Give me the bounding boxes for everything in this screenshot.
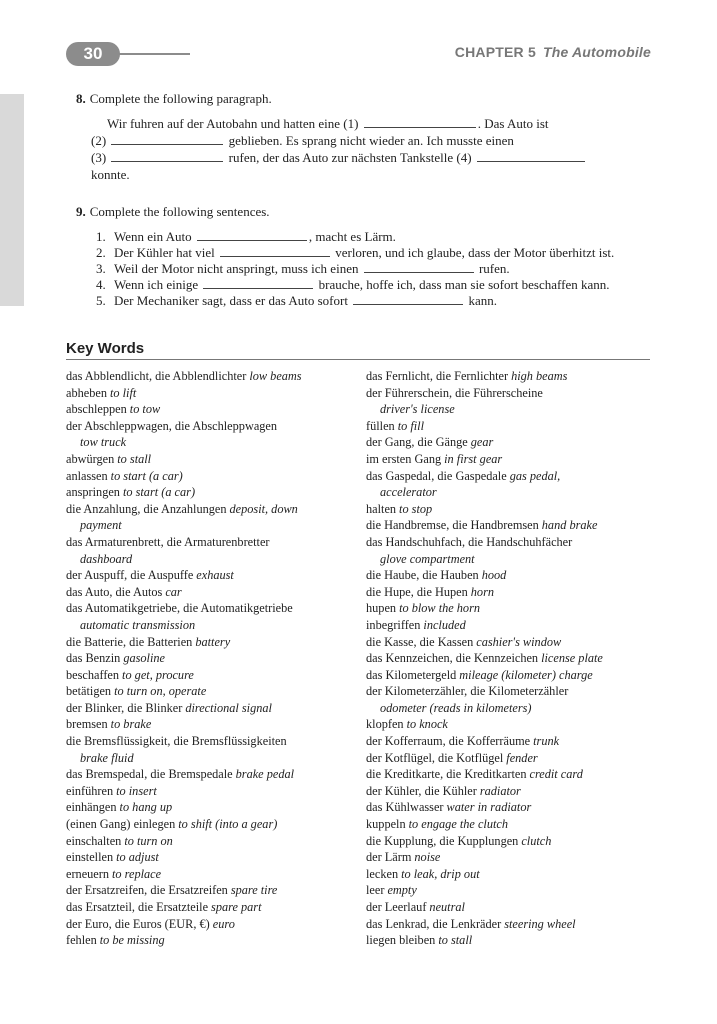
english-gloss: hand brake xyxy=(541,518,598,533)
german-term: einhängen xyxy=(66,800,117,815)
english-gloss: mileage (kilometer) charge xyxy=(459,667,593,682)
english-gloss: battery xyxy=(195,634,231,649)
german-term: füllen xyxy=(366,418,395,433)
vocab-entry xyxy=(366,750,648,767)
vocab-entry xyxy=(66,716,348,733)
german-term: das Fernlicht, die Fernlichter xyxy=(366,369,509,383)
vocab-entry xyxy=(66,600,348,617)
vocab-entry xyxy=(66,650,348,667)
german-term: anspringen xyxy=(66,485,120,500)
english-gloss: to start (a car) xyxy=(122,485,196,500)
vocab-entry xyxy=(66,899,348,916)
german-term: der Führerschein, die Führerscheine xyxy=(366,385,543,400)
german-term: der Ersatzreifen, die Ersatzreifen xyxy=(66,883,228,898)
vocab-entry xyxy=(66,385,348,402)
vocab-entry xyxy=(366,916,648,933)
english-gloss: credit card xyxy=(529,767,583,782)
english-gloss: to start (a car) xyxy=(110,468,183,483)
german-term: das Kennzeichen, die Kennzeichen xyxy=(366,651,539,666)
german-term: das Lenkrad, die Lenkräder xyxy=(366,916,502,931)
english-gloss: to hang up xyxy=(119,800,173,815)
vocab-entry xyxy=(366,617,648,634)
paragraph-line: Wir fuhren auf der Autobahn und hatten eine (1) . Das Auto ist xyxy=(107,116,549,131)
vocab-entry xyxy=(366,866,648,883)
vocab-entry xyxy=(66,501,348,518)
german-term: die Kasse, die Kassen xyxy=(366,634,474,649)
vocab-entry xyxy=(66,733,348,750)
english-gloss: exhaust xyxy=(196,568,234,583)
vocab-entry xyxy=(366,667,648,684)
vocab-entry xyxy=(366,683,648,700)
exercise-9-number: 9. xyxy=(76,204,86,219)
german-term: das Abblendlicht, die Abblendlichter xyxy=(66,369,247,383)
german-term: der Leerlauf xyxy=(366,900,427,914)
german-term: die Hupe, die Hupen xyxy=(366,584,468,599)
vocab-entry xyxy=(366,385,648,402)
german-term: betätigen xyxy=(66,684,112,699)
english-gloss: empty xyxy=(387,883,417,898)
german-term: hupen xyxy=(366,601,397,616)
vocab-entry xyxy=(366,899,648,916)
header-rule xyxy=(118,53,190,55)
english-gloss: to stall xyxy=(117,451,152,466)
english-gloss: automatic transmission xyxy=(80,617,196,632)
english-gloss: odometer (reads in kilometers) xyxy=(380,700,532,715)
sentence-item: 3. Weil der Motor nicht anspringt, muss ich einen rufen. xyxy=(96,261,510,276)
german-term: das Armaturenbrett, die Armaturenbretter xyxy=(66,534,270,549)
vocab-entry xyxy=(366,932,648,949)
english-gloss: steering wheel xyxy=(504,916,576,931)
chapter-title: The Automobile xyxy=(542,44,651,60)
answer-blank[interactable] xyxy=(111,133,223,145)
vocab-entry xyxy=(66,584,348,601)
german-term: leer xyxy=(366,883,385,898)
english-gloss: to insert xyxy=(116,783,157,798)
english-gloss: to adjust xyxy=(116,850,159,865)
english-gloss: horn xyxy=(470,584,494,599)
english-gloss: euro xyxy=(212,916,235,931)
vocab-entry xyxy=(66,882,348,899)
vocab-entry xyxy=(66,833,348,850)
exercise-9-title xyxy=(76,204,270,220)
sentence-item: 5. Der Mechaniker sagt, dass er das Auto sofort kann. xyxy=(96,293,497,308)
english-gloss: to lift xyxy=(109,385,137,400)
vocab-entry xyxy=(66,766,348,783)
vocab-entry xyxy=(66,401,348,418)
vocab-entry xyxy=(66,683,348,700)
german-term: abheben xyxy=(66,385,107,400)
sentence-item: 1. Wenn ein Auto , macht es Lärm. xyxy=(96,229,396,244)
english-gloss: to knock xyxy=(406,717,448,732)
vocab-entry xyxy=(366,401,648,418)
vocab-entry xyxy=(366,816,648,833)
sentence-item: 4. Wenn ich einige brauche, hoffe ich, dass man sie sofort beschaffen kann. xyxy=(96,277,610,292)
german-term: der Lärm xyxy=(366,850,412,865)
vocab-entry xyxy=(366,484,648,501)
english-gloss: to blow the horn xyxy=(399,601,481,616)
german-term: klopfen xyxy=(366,717,404,732)
vocab-entry xyxy=(66,932,348,949)
german-term: bremsen xyxy=(66,717,108,732)
english-gloss: brake pedal xyxy=(235,767,295,782)
vocab-entry xyxy=(366,634,648,651)
english-gloss: to brake xyxy=(110,717,152,732)
vocab-entry xyxy=(366,716,648,733)
english-gloss: low beams xyxy=(249,369,302,383)
english-gloss: to replace xyxy=(112,866,162,881)
german-term: der Euro, die Euros (EUR, €) xyxy=(66,916,210,931)
sentence-item: 2. Der Kühler hat viel verloren, und ich glaube, dass der Motor überhitzt ist. xyxy=(96,245,615,260)
german-term: inbegriffen xyxy=(366,617,421,632)
german-term: fehlen xyxy=(66,933,97,948)
english-gloss: included xyxy=(423,617,466,632)
answer-blank[interactable] xyxy=(203,277,313,289)
german-term: der Blinker, die Blinker xyxy=(66,700,183,715)
vocab-entry xyxy=(66,916,348,933)
vocab-entry xyxy=(66,783,348,800)
vocab-entry xyxy=(366,783,648,800)
german-term: der Kotflügel, die Kotflügel xyxy=(366,750,504,765)
english-gloss: to shift (into a gear) xyxy=(178,817,278,832)
vocab-entry xyxy=(366,799,648,816)
german-term: das Ersatzteil, die Ersatzteile xyxy=(66,900,209,914)
vocabulary-column-left xyxy=(66,368,348,949)
paragraph-line: (3) rufen, der das Auto zur nächsten Tankstelle (4) xyxy=(91,149,587,166)
vocab-entry xyxy=(366,849,648,866)
vocab-entry xyxy=(366,534,648,551)
vocab-entry xyxy=(366,766,648,783)
vocab-entry xyxy=(366,882,648,899)
vocab-entry xyxy=(366,733,648,750)
vocab-entry xyxy=(366,551,648,568)
vocab-entry xyxy=(66,567,348,584)
german-term: halten xyxy=(366,501,397,516)
english-gloss: to stop xyxy=(399,501,433,516)
english-gloss: in first gear xyxy=(444,451,503,466)
vocab-entry xyxy=(366,567,648,584)
german-term: anlassen xyxy=(66,468,108,483)
german-term: die Handbremse, die Handbremsen xyxy=(366,518,539,533)
answer-blank[interactable] xyxy=(353,293,463,305)
english-gloss: to leak, drip out xyxy=(401,866,480,881)
english-gloss: to fill xyxy=(397,418,424,433)
german-term: einführen xyxy=(66,783,114,798)
vocab-entry xyxy=(366,600,648,617)
page-number-badge: 30 xyxy=(66,42,120,66)
vocab-entry xyxy=(66,617,348,634)
vocab-entry xyxy=(366,434,648,451)
vocab-entry xyxy=(66,451,348,468)
vocab-entry xyxy=(366,700,648,717)
english-gloss: payment xyxy=(80,518,122,533)
german-term: die Kupplung, die Kupplungen xyxy=(366,833,519,848)
exercise-8-title xyxy=(76,91,272,107)
vocab-entry xyxy=(66,634,348,651)
english-gloss: gasoline xyxy=(123,651,165,666)
german-term: der Kilometerzähler, die Kilometerzähler xyxy=(366,684,569,699)
side-tab-marker xyxy=(0,94,24,306)
english-gloss: deposit, down xyxy=(229,501,298,516)
german-term: das Auto, die Autos xyxy=(66,584,163,599)
vocab-entry xyxy=(366,418,648,435)
german-term: kuppeln xyxy=(366,817,406,832)
answer-blank[interactable] xyxy=(197,229,307,241)
vocab-entry xyxy=(366,468,648,485)
german-term: (einen Gang) einlegen xyxy=(66,817,176,832)
vocab-entry xyxy=(66,468,348,485)
vocab-entry xyxy=(66,551,348,568)
german-term: das Kühlwasser xyxy=(366,800,444,815)
vocab-entry xyxy=(66,517,348,534)
english-gloss: hood xyxy=(481,568,507,583)
german-term: beschaffen xyxy=(66,667,120,682)
english-gloss: to get, procure xyxy=(122,667,194,682)
english-gloss: cashier's window xyxy=(476,634,562,649)
key-words-title: Key Words xyxy=(66,340,145,357)
exercise-8-instruction: Complete the following paragraph. xyxy=(89,91,272,106)
chapter-label: CHAPTER 5 xyxy=(454,44,536,60)
vocab-entry xyxy=(366,833,648,850)
answer-blank[interactable] xyxy=(220,245,330,257)
german-term: die Haube, die Hauben xyxy=(366,568,479,583)
german-term: der Gang, die Gänge xyxy=(366,435,468,450)
german-term: liegen bleiben xyxy=(366,933,436,948)
german-term: abwürgen xyxy=(66,451,115,466)
german-term: das Gaspedal, die Gaspedale xyxy=(366,468,507,483)
german-term: die Bremsflüssigkeit, die Bremsflüssigkeiten xyxy=(66,734,287,749)
english-gloss: neutral xyxy=(429,900,465,914)
vocab-entry xyxy=(66,799,348,816)
english-gloss: accelerator xyxy=(380,485,437,500)
german-term: das Handschuhfach, die Handschuhfächer xyxy=(366,534,573,549)
vocab-entry xyxy=(366,650,648,667)
german-term: die Batterie, die Batterien xyxy=(66,634,193,649)
vocab-entry xyxy=(66,534,348,551)
vocab-entry xyxy=(366,368,648,385)
english-gloss: to be missing xyxy=(99,933,165,948)
exercise-8-paragraph xyxy=(91,115,587,183)
vocab-entry xyxy=(66,484,348,501)
german-term: einschalten xyxy=(66,833,122,848)
english-gloss: fender xyxy=(506,750,538,765)
english-gloss: gear xyxy=(470,435,494,450)
english-gloss: dashboard xyxy=(80,551,133,566)
english-gloss: to turn on xyxy=(124,833,173,848)
exercise-9-instruction: Complete the following sentences. xyxy=(89,204,270,219)
english-gloss: car xyxy=(165,584,182,599)
german-term: die Anzahlung, die Anzahlungen xyxy=(66,501,227,516)
paragraph-line: konnte. xyxy=(91,167,130,182)
german-term: erneuern xyxy=(66,866,110,881)
vocab-entry xyxy=(66,816,348,833)
german-term: der Auspuff, die Auspuffe xyxy=(66,568,194,583)
german-term: lecken xyxy=(366,866,399,881)
english-gloss: radiator xyxy=(479,783,521,798)
german-term: der Abschleppwagen, die Abschleppwagen xyxy=(66,418,278,433)
exercise-8-number: 8. xyxy=(76,91,86,106)
english-gloss: directional signal xyxy=(185,700,272,715)
vocab-entry xyxy=(366,451,648,468)
vocab-entry xyxy=(66,418,348,435)
german-term: im ersten Gang xyxy=(366,451,442,466)
chapter-heading xyxy=(455,44,651,60)
german-term: das Automatikgetriebe, die Automatikgetriebe xyxy=(66,601,293,616)
vocab-entry xyxy=(66,700,348,717)
english-gloss: high beams xyxy=(511,369,568,383)
english-gloss: driver's license xyxy=(380,402,455,417)
german-term: das Bremspedal, die Bremspedale xyxy=(66,767,233,782)
answer-blank[interactable] xyxy=(364,261,474,273)
german-term: der Kühler, die Kühler xyxy=(366,783,477,798)
german-term: das Kilometergeld xyxy=(366,667,457,682)
vocab-entry xyxy=(66,866,348,883)
answer-blank[interactable] xyxy=(364,116,476,128)
german-term: abschleppen xyxy=(66,402,127,417)
english-gloss: water in radiator xyxy=(446,800,532,815)
english-gloss: noise xyxy=(414,850,441,865)
english-gloss: to stall xyxy=(438,933,473,948)
english-gloss: license plate xyxy=(541,651,603,666)
english-gloss: brake fluid xyxy=(80,750,134,765)
english-gloss: to turn on, operate xyxy=(114,684,207,699)
vocabulary-column-right xyxy=(366,368,648,949)
english-gloss: to engage the clutch xyxy=(408,817,508,832)
german-term: die Kreditkarte, die Kreditkarten xyxy=(366,767,527,782)
english-gloss: gas pedal, xyxy=(509,468,561,483)
vocab-entry xyxy=(66,368,348,385)
english-gloss: to tow xyxy=(129,402,161,417)
german-term: der Kofferraum, die Kofferräume xyxy=(366,734,531,749)
vocab-entry xyxy=(66,667,348,684)
vocab-entry xyxy=(66,750,348,767)
paragraph-line: (2) geblieben. Es sprang nicht wieder an. Ich musste einen xyxy=(91,133,514,148)
english-gloss: glove compartment xyxy=(380,551,475,566)
vocab-entry xyxy=(66,849,348,866)
english-gloss: trunk xyxy=(533,734,560,749)
vocab-entry xyxy=(66,434,348,451)
english-gloss: spare part xyxy=(211,900,262,914)
vocab-entry xyxy=(366,584,648,601)
german-term: das Benzin xyxy=(66,651,121,666)
english-gloss: clutch xyxy=(521,833,552,848)
key-words-rule xyxy=(66,359,650,360)
english-gloss: tow truck xyxy=(80,435,127,450)
vocab-entry xyxy=(366,517,648,534)
vocab-entry xyxy=(366,501,648,518)
answer-blank[interactable] xyxy=(111,150,223,162)
answer-blank[interactable] xyxy=(477,150,585,162)
english-gloss: spare tire xyxy=(230,883,278,898)
german-term: einstellen xyxy=(66,850,114,865)
